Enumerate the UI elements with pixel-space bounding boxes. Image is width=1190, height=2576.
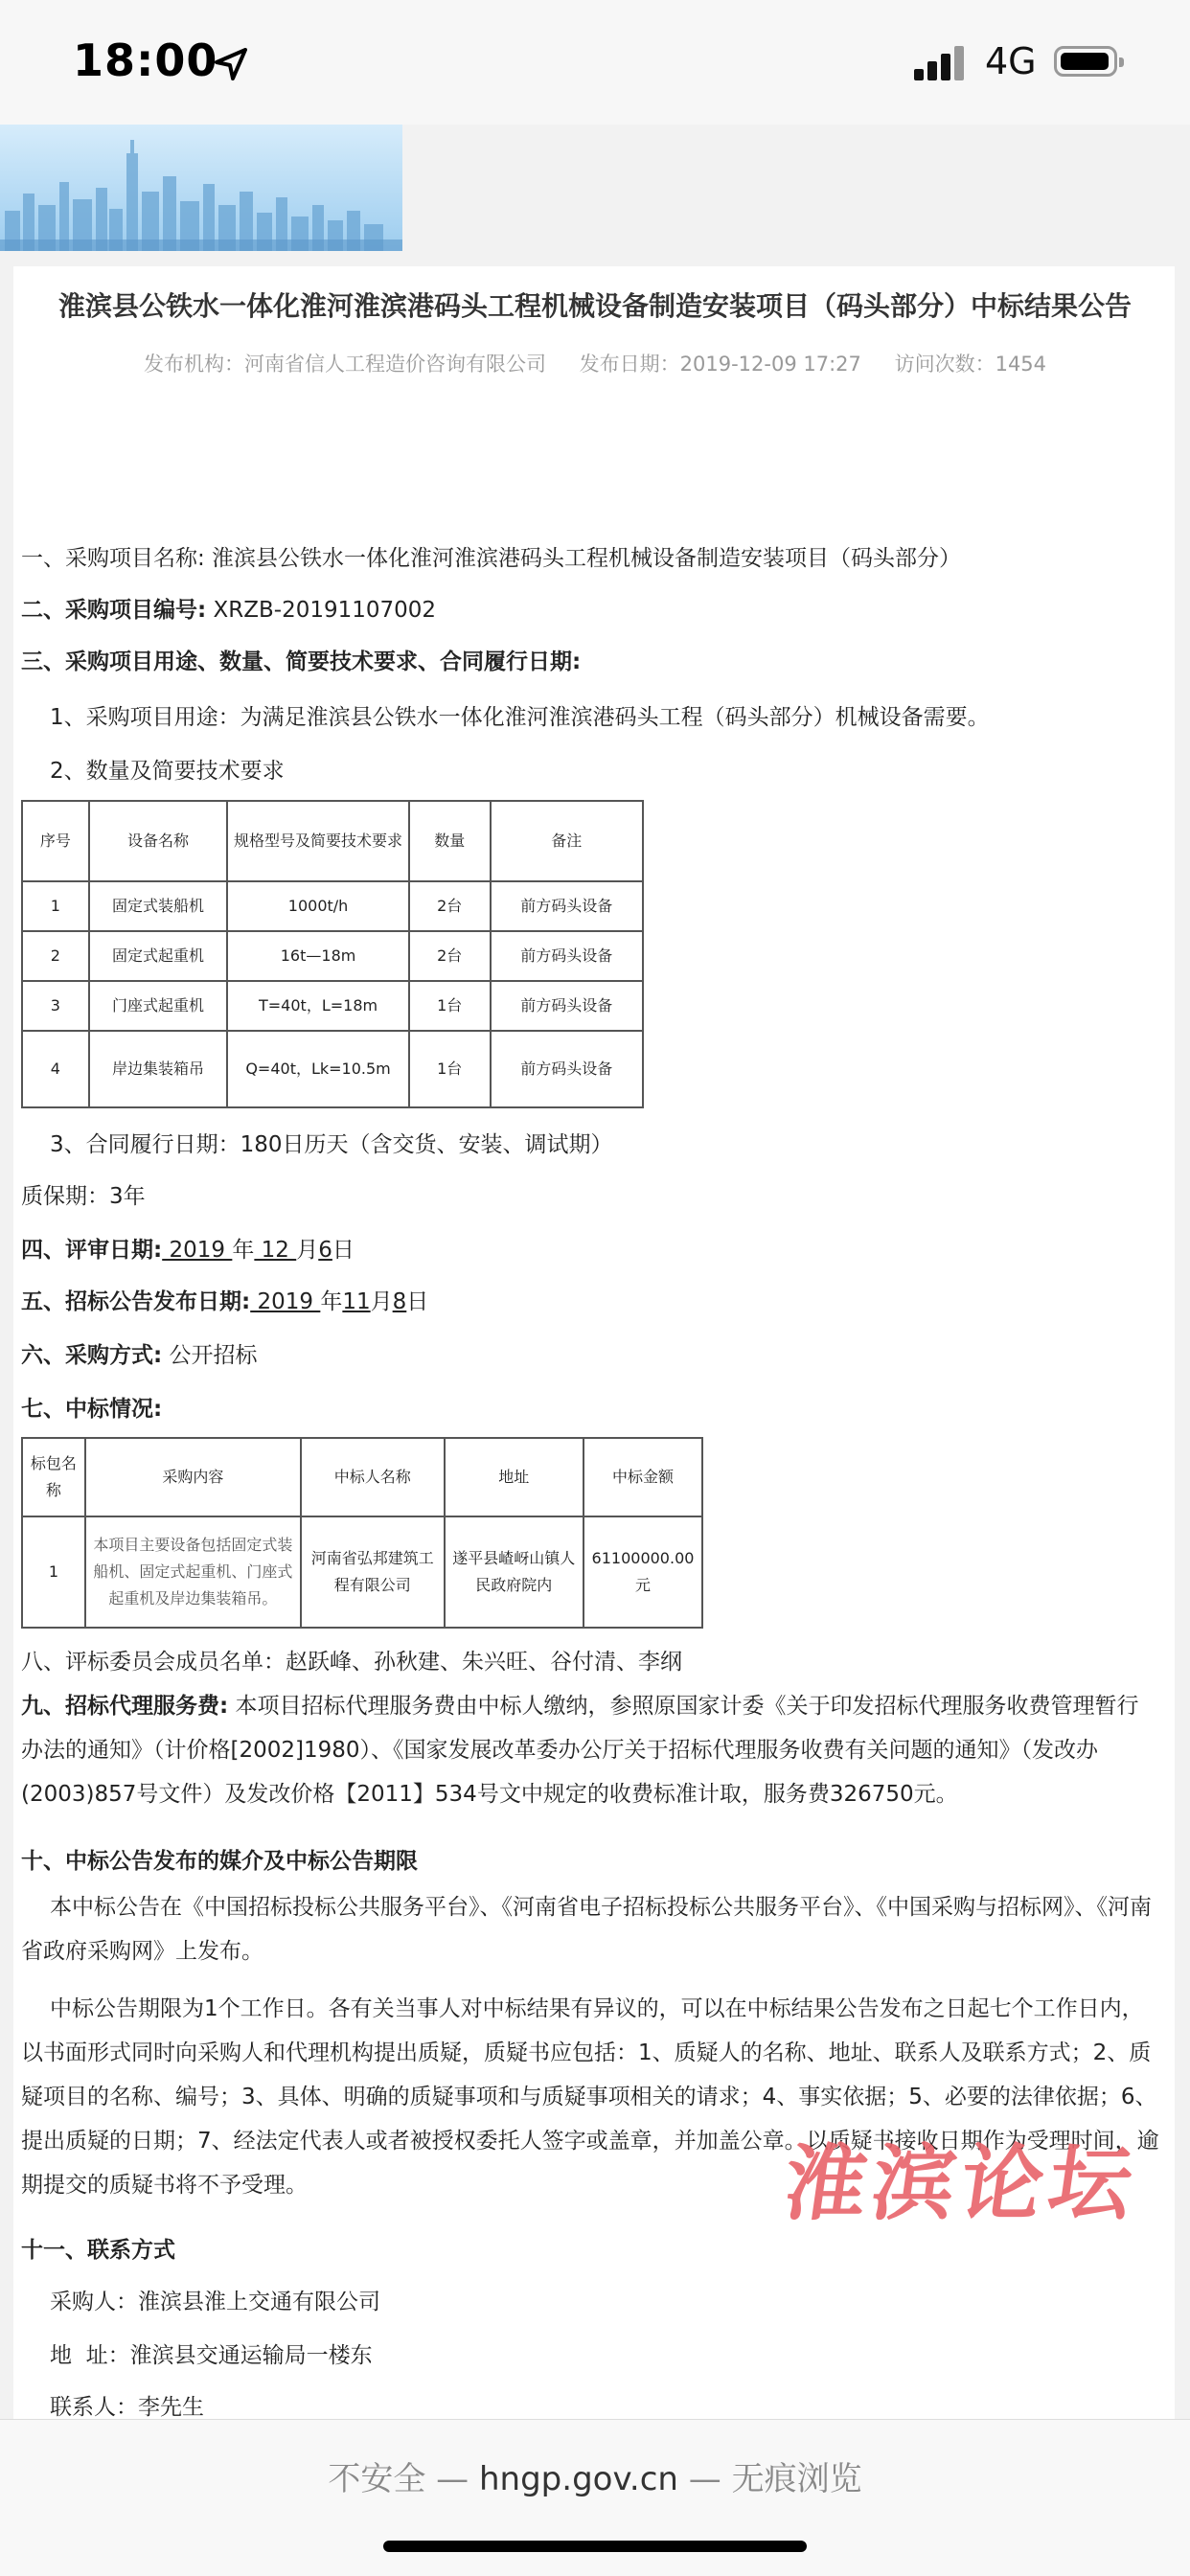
table-header-cell: 中标金额 bbox=[584, 1438, 702, 1516]
table-header-cell: 地址 bbox=[445, 1438, 584, 1516]
table-cell: 前方码头设备 bbox=[491, 931, 643, 981]
table-cell: 1000t/h bbox=[227, 881, 409, 931]
table-cell: 岸边集装箱吊 bbox=[89, 1031, 227, 1107]
review-year-unit: 年 bbox=[232, 1238, 255, 1263]
section-9-text: 本项目招标代理服务费由中标人缴纳，参照原国家计委《关于印发招标代理服务收费管理暂行办法的通知》（计价格[2002]1980）、《国家发展改革委办公厅关于招标代理服务收费有关问题的通知》（发改办(2003)857号文件）及发改价格【2011】534号文中规定的收费标准计取，服务费326750元。 bbox=[21, 1694, 1139, 1807]
contact-person: 联系人：李先生 bbox=[50, 2395, 204, 2419]
table-header-row bbox=[22, 1438, 702, 1516]
table-cell: Q=40t，Lk=10.5m bbox=[227, 1031, 409, 1107]
section-5 bbox=[21, 1284, 428, 1315]
review-year: 2019 bbox=[162, 1238, 233, 1263]
table-cell: 16t—18m bbox=[227, 931, 409, 981]
notice-month-unit: 月 bbox=[370, 1289, 393, 1314]
table-header-cell: 规格型号及简要技术要求 bbox=[227, 801, 409, 881]
section-4 bbox=[21, 1232, 355, 1264]
visit-count: 访问次数：1454 bbox=[894, 353, 1047, 376]
section-3-3: 3、合同履行日期：180日历天（含交货、安装、调试期） bbox=[50, 1132, 613, 1157]
table-header-cell: 中标人名称 bbox=[301, 1438, 444, 1516]
header-banner-image bbox=[0, 125, 402, 251]
private-mode-label: — 无痕浏览 bbox=[688, 2460, 862, 2498]
notice-year: 2019 bbox=[250, 1289, 321, 1314]
section-10-para-2-text: 中标公告期限为1个工作日。各有关当事人对中标结果有异议的，可以在中标结果公告发布之日起七个工作日内，以书面形式同时向采购人和代理机构提出质疑，质疑书应包括：1、质疑人的名称、地址、联系人及联系方式；2、质疑项目的名称、编号；3、具体、明确的质疑事项和与质疑事项相关的请求；4、事实依据；5、必要的法律依据；6、提出质疑的日期；7、经法定代表人或者被授权委托人签字或盖章，并加盖公章。以质疑书接收日期作为受理时间，逾期提交的质疑书将不予受理。 bbox=[21, 1996, 1159, 2198]
home-indicator[interactable] bbox=[383, 2541, 807, 2552]
article-meta bbox=[0, 349, 1190, 377]
review-month: 12 bbox=[254, 1238, 297, 1263]
table-cell: 本项目主要设备包括固定式装船机、固定式起重机、门座式起重机及岸边集装箱吊。 bbox=[85, 1516, 301, 1628]
table-header-cell: 标包名称 bbox=[22, 1438, 85, 1516]
section-1: 一、采购项目名称: 淮滨县公铁水一体化淮河淮滨港码头工程机械设备制造安装项目（码头部分） bbox=[21, 546, 962, 571]
page-title: 淮滨县公铁水一体化淮河淮滨港码头工程机械设备制造安装项目（码头部分）中标结果公告 bbox=[57, 290, 1132, 322]
table-cell: T=40t，L=18m bbox=[227, 981, 409, 1031]
table-cell: 1 bbox=[22, 1516, 85, 1628]
table-cell: 前方码头设备 bbox=[491, 881, 643, 931]
table-header-cell: 数量 bbox=[409, 801, 491, 881]
table-header-cell: 设备名称 bbox=[89, 801, 227, 881]
section-3-1: 1、采购项目用途：为满足淮滨县公铁水一体化淮河淮滨港码头工程（码头部分）机械设备需要。 bbox=[50, 705, 990, 730]
address-bar[interactable] bbox=[0, 2452, 1190, 2499]
battery-icon bbox=[1054, 46, 1117, 77]
table-row bbox=[22, 881, 643, 931]
table-cell: 3 bbox=[22, 981, 89, 1031]
section-9-label: 九、招标代理服务费: bbox=[21, 1694, 229, 1719]
table-row bbox=[22, 1031, 643, 1107]
table-cell: 4 bbox=[22, 1031, 89, 1107]
table-row bbox=[22, 1516, 702, 1628]
section-2-value: XRZB-20191107002 bbox=[206, 598, 437, 623]
table-cell: 2台 bbox=[409, 931, 491, 981]
table-cell: 1台 bbox=[409, 981, 491, 1031]
table-cell: 前方码头设备 bbox=[491, 1031, 643, 1107]
table-cell: 1台 bbox=[409, 1031, 491, 1107]
section-8: 八、评标委员会成员名单：赵跃峰、孙秋建、朱兴旺、谷付清、李纲 bbox=[21, 1650, 682, 1675]
notice-day-unit: 日 bbox=[406, 1289, 429, 1314]
table-header-cell: 备注 bbox=[491, 801, 643, 881]
warranty: 质保期：3年 bbox=[21, 1184, 146, 1209]
table-row bbox=[22, 931, 643, 981]
table-cell: 2台 bbox=[409, 881, 491, 931]
section-4-label: 四、评审日期: bbox=[21, 1238, 163, 1263]
table-cell: 固定式起重机 bbox=[89, 931, 227, 981]
table-cell: 2 bbox=[22, 931, 89, 981]
table-cell: 遂平县嵖岈山镇人民政府院内 bbox=[445, 1516, 584, 1628]
section-10: 十、中标公告发布的媒介及中标公告期限 bbox=[21, 1849, 418, 1874]
web-page[interactable] bbox=[0, 125, 1190, 2419]
notice-day: 8 bbox=[392, 1289, 407, 1314]
address: 地 址：淮滨县交通运输局一楼东 bbox=[50, 2343, 373, 2368]
review-month-unit: 月 bbox=[296, 1238, 319, 1263]
award-table bbox=[21, 1437, 703, 1629]
publish-date: 发布日期：2019-12-09 17:27 bbox=[579, 353, 861, 376]
status-time: 18:00 bbox=[73, 34, 218, 86]
table-cell: 前方码头设备 bbox=[491, 981, 643, 1031]
section-6 bbox=[21, 1337, 258, 1369]
location-arrow-icon bbox=[213, 46, 249, 82]
table-header-row bbox=[22, 801, 643, 881]
section-7: 七、中标情况: bbox=[21, 1397, 163, 1422]
section-6-label: 六、采购方式: bbox=[21, 1343, 163, 1368]
notice-year-unit: 年 bbox=[320, 1289, 343, 1314]
section-6-value: 公开招标 bbox=[162, 1343, 258, 1368]
table-cell: 1 bbox=[22, 881, 89, 931]
table-header-cell: 序号 bbox=[22, 801, 89, 881]
notice-month: 11 bbox=[342, 1289, 371, 1314]
section-11: 十一、联系方式 bbox=[21, 2238, 175, 2263]
table-cell: 门座式起重机 bbox=[89, 981, 227, 1031]
table-cell: 61100000.00元 bbox=[584, 1516, 702, 1628]
section-9 bbox=[21, 1684, 1159, 1816]
section-2 bbox=[21, 592, 436, 624]
section-2-label: 二、采购项目编号: bbox=[21, 598, 207, 623]
url-host: hngp.gov.cn bbox=[479, 2460, 678, 2498]
section-10-para-1 bbox=[21, 1885, 1159, 1973]
browser-bottom-bar bbox=[0, 2419, 1190, 2576]
review-day: 6 bbox=[318, 1238, 332, 1263]
section-5-label: 五、招标公告发布日期: bbox=[21, 1289, 251, 1314]
status-bar bbox=[0, 0, 1190, 125]
table-row bbox=[22, 981, 643, 1031]
forum-watermark: 淮滨论坛 bbox=[777, 2135, 1145, 2232]
insecure-label: 不安全 — bbox=[328, 2460, 469, 2498]
network-type: 4G bbox=[985, 40, 1037, 82]
table-cell: 固定式装船机 bbox=[89, 881, 227, 931]
section-3: 三、采购项目用途、数量、简要技术要求、合同履行日期: bbox=[21, 650, 582, 674]
signal-icon bbox=[914, 46, 966, 80]
table-cell: 河南省弘邦建筑工程有限公司 bbox=[301, 1516, 444, 1628]
buyer: 采购人：淮滨县淮上交通有限公司 bbox=[50, 2290, 380, 2314]
equipment-table bbox=[21, 800, 644, 1108]
table-header-cell: 采购内容 bbox=[85, 1438, 301, 1516]
section-3-2: 2、数量及简要技术要求 bbox=[50, 759, 285, 784]
review-day-unit: 日 bbox=[332, 1238, 355, 1263]
section-10-para-1-text: 本中标公告在《中国招标投标公共服务平台》、《河南省电子招标投标公共服务平台》、《中国采购与招标网》、《河南省政府采购网》上发布。 bbox=[21, 1895, 1152, 1964]
publisher: 发布机构：河南省信人工程造价咨询有限公司 bbox=[143, 353, 546, 376]
